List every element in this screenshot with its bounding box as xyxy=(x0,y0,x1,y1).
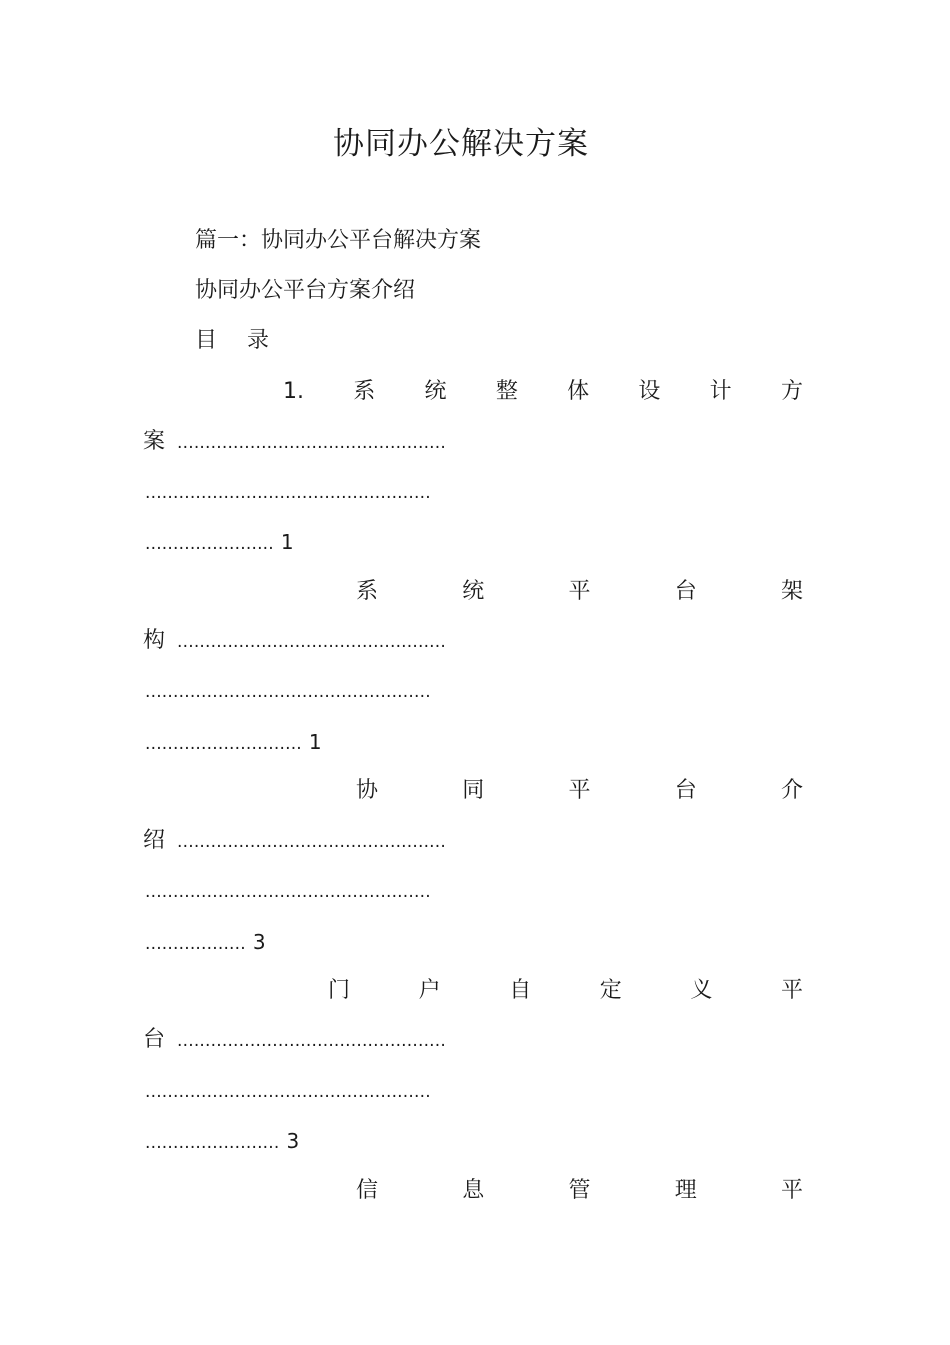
toc-entry-4-leader-line xyxy=(143,1025,446,1056)
toc-entry-1-leader-line xyxy=(143,427,446,458)
toc-page-number: 3 xyxy=(252,930,266,954)
toc-entry-3-leader-line xyxy=(145,876,431,907)
toc-entry-char: 台 xyxy=(674,778,697,803)
toc-leader-dots: ........................ xyxy=(145,1133,280,1153)
toc-entry-1-leader-line xyxy=(145,477,431,508)
toc-entry-1-title xyxy=(283,377,803,407)
toc-entry-number: 1. xyxy=(283,379,304,404)
toc-entry-char: 平 xyxy=(780,1178,803,1203)
toc-entry-char: 信 xyxy=(356,1178,379,1203)
toc-entry-char: 户 xyxy=(418,978,441,1003)
toc-entry-2-title xyxy=(356,577,803,607)
toc-entry-3-page-line xyxy=(145,927,266,959)
toc-leader-dots: ................................................... xyxy=(145,1082,431,1102)
toc-entry-char: 统 xyxy=(462,579,485,604)
toc-entry-char: 门 xyxy=(328,978,351,1003)
toc-entry-5-title xyxy=(356,1176,803,1206)
toc-leader-dots: ....................... xyxy=(145,534,274,554)
toc-leader-dots: ................................................... xyxy=(145,882,431,902)
document-title: 协同办公解决方案 xyxy=(333,126,589,162)
toc-entry-char: 平 xyxy=(780,978,803,1003)
toc-leader-dots: ................................................... xyxy=(145,682,431,702)
toc-leader-dots: ............................ xyxy=(145,734,302,754)
toc-entry-char: 架 xyxy=(780,579,803,604)
toc-entry-char: 管 xyxy=(568,1178,591,1203)
toc-entry-2-leader-line xyxy=(145,676,431,707)
toc-entry-char: 平 xyxy=(568,579,591,604)
toc-leader-dots: ................................................ xyxy=(177,832,446,852)
toc-page-number: 3 xyxy=(286,1129,300,1153)
toc-entry-2-page-line xyxy=(145,727,322,759)
toc-entry-char: 理 xyxy=(674,1178,697,1203)
section-heading: 篇一：协同办公平台解决方案 xyxy=(195,228,482,253)
toc-page-number: 1 xyxy=(280,530,294,554)
toc-entry-char: 系 xyxy=(356,579,379,604)
toc-entry-char: 计 xyxy=(709,379,732,404)
toc-entry-1-page-line xyxy=(145,527,294,559)
toc-entry-char: 统 xyxy=(424,379,447,404)
toc-entry-char: 息 xyxy=(462,1178,485,1203)
subheading: 协同办公平台方案介绍 xyxy=(195,278,416,303)
toc-entry-char: 同 xyxy=(462,778,485,803)
toc-label xyxy=(195,326,269,356)
toc-entry-char: 体 xyxy=(567,379,590,404)
toc-entry-char: 台 xyxy=(143,1027,166,1052)
toc-entry-4-page-line xyxy=(145,1126,299,1158)
toc-entry-char: 台 xyxy=(674,579,697,604)
toc-leader-dots: ................................................ xyxy=(177,632,446,652)
toc-entry-char: 案 xyxy=(143,429,166,454)
toc-page-number: 1 xyxy=(308,730,322,754)
toc-entry-char: 自 xyxy=(509,978,532,1003)
toc-entry-3-leader-line xyxy=(143,826,446,857)
toc-label-char: 目 xyxy=(195,328,218,353)
toc-entry-char: 整 xyxy=(495,379,518,404)
toc-entry-3-title xyxy=(356,776,803,806)
toc-entry-2-leader-line xyxy=(143,626,446,657)
toc-entry-char: 介 xyxy=(780,778,803,803)
toc-entry-char: 方 xyxy=(780,379,803,404)
toc-leader-dots: ................................................... xyxy=(145,483,431,503)
toc-label-char: 录 xyxy=(247,328,270,353)
toc-entry-char: 义 xyxy=(690,978,713,1003)
toc-leader-dots: .................. xyxy=(145,934,246,954)
toc-entry-char: 绍 xyxy=(143,828,166,853)
toc-entry-char: 定 xyxy=(599,978,622,1003)
toc-entry-4-title xyxy=(328,976,803,1006)
toc-leader-dots: ................................................ xyxy=(177,1031,446,1051)
toc-entry-char: 设 xyxy=(638,379,661,404)
toc-leader-dots: ................................................ xyxy=(177,433,446,453)
toc-entry-char: 系 xyxy=(353,379,376,404)
toc-entry-char: 构 xyxy=(143,628,166,653)
toc-entry-4-leader-line xyxy=(145,1076,431,1107)
toc-entry-char: 协 xyxy=(356,778,379,803)
toc-entry-char: 平 xyxy=(568,778,591,803)
